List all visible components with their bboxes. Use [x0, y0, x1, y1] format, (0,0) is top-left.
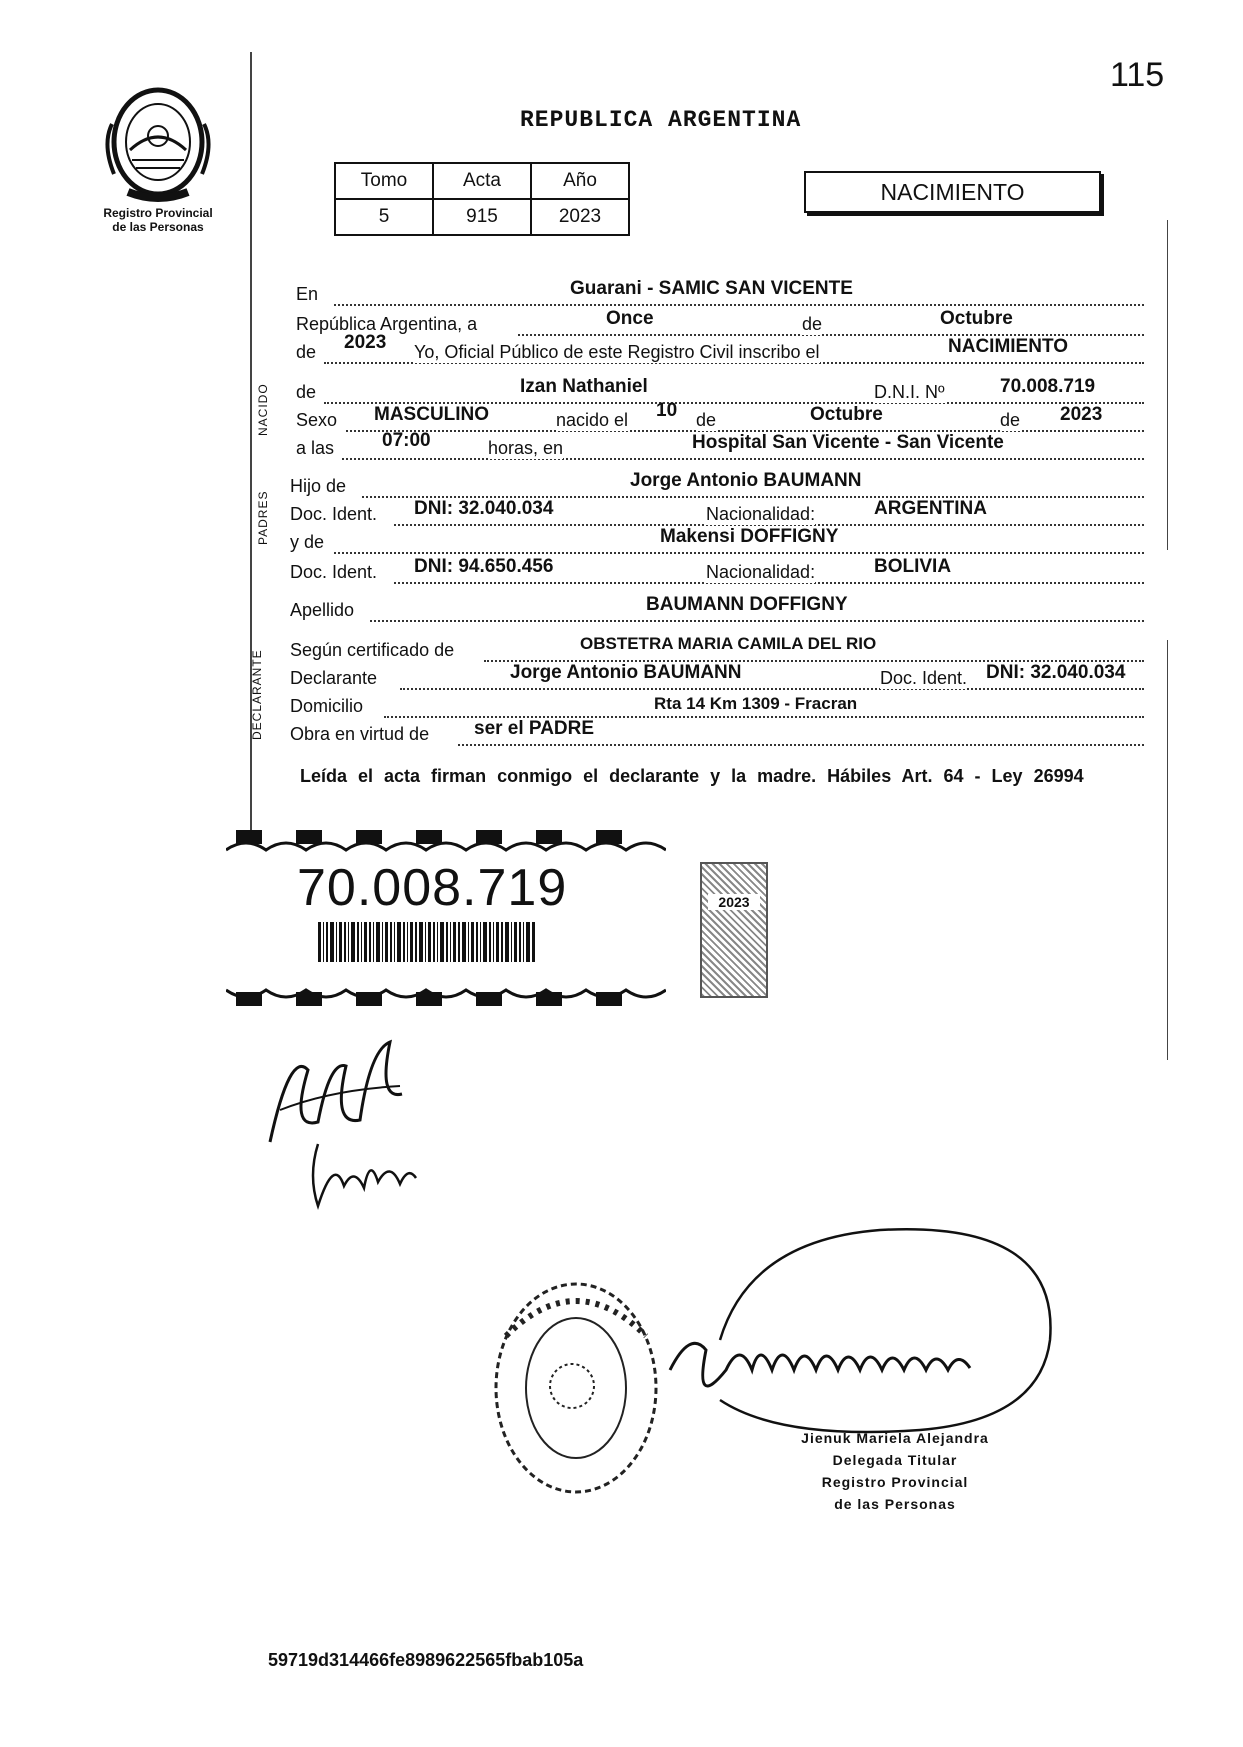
value-nac-dia: 10: [656, 400, 678, 421]
label-decl-doc: Doc. Ident.: [880, 668, 968, 688]
label-segun: Según certificado de: [290, 640, 455, 660]
label-obra: Obra en virtud de: [290, 724, 430, 744]
label-alas: a las: [296, 438, 335, 458]
value-nombre: Izan Nathaniel: [520, 376, 648, 397]
value-domicilio: Rta 14 Km 1309 - Fracran: [654, 694, 858, 713]
signature-role: Delegada Titular: [832, 1452, 958, 1468]
side-label-nacido: NACIDO: [256, 383, 270, 436]
value-padre-nac: ARGENTINA: [874, 498, 987, 519]
label-de3: de: [296, 382, 317, 402]
value-madre-nac: BOLIVIA: [874, 556, 952, 577]
value-padre-doc: DNI: 32.040.034: [414, 498, 554, 519]
id-strip-dni: 70.008.719: [297, 859, 568, 917]
form-row-obra: [290, 718, 1144, 746]
label-yde: y de: [290, 532, 325, 552]
value-apellido: BAUMANN DOFFIGNY: [646, 594, 848, 615]
table-header: Acta: [433, 163, 531, 199]
table-cell: 2023: [531, 199, 629, 235]
form-row-nombre: [296, 376, 1144, 404]
value-declarante: Jorge Antonio BAUMANN: [510, 662, 742, 683]
closing-text: Leída el acta firman conmigo el declarante y la madre. Hábiles Art. 64 - Ley 26994: [300, 766, 1084, 786]
label-en: En: [296, 284, 319, 304]
label-doc-padre: Doc. Ident.: [290, 504, 378, 524]
form-row-declarante: [290, 662, 1144, 690]
form-row-fecha: [296, 308, 1144, 336]
signature-org-1: Registro Provincial: [821, 1474, 969, 1490]
registry-caption: Registro Provincial de las Personas: [103, 206, 213, 234]
form-row-certificado: [290, 634, 1144, 662]
label-domicilio: Domicilio: [290, 696, 364, 716]
form-row-en: [296, 278, 1144, 306]
security-mark: [700, 862, 768, 998]
side-label-padres: PADRES: [256, 490, 270, 545]
signature-madre-icon: [304, 1136, 424, 1216]
value-nac-mes: Octubre: [810, 404, 883, 425]
label-de5: de: [1000, 410, 1021, 430]
form-row-padre: [290, 470, 1144, 498]
document-title: REPUBLICA ARGENTINA: [520, 107, 802, 133]
form-row-hora: [296, 432, 1144, 460]
label-hijo: Hijo de: [290, 476, 347, 496]
form-row-sexo: [296, 400, 1144, 432]
value-anio: 2023: [344, 332, 387, 353]
value-lugar: Hospital San Vicente - San Vicente: [692, 432, 1004, 453]
side-label-declarante: DECLARANTE: [250, 649, 264, 740]
form-row-domicilio: [290, 690, 1144, 718]
value-certificado: OBSTETRA MARIA CAMILA DEL RIO: [580, 634, 877, 653]
value-mes: Octubre: [940, 308, 1013, 329]
security-mark-text: 2023: [708, 894, 760, 910]
label-nac-madre: Nacionalidad:: [706, 562, 816, 582]
value-madre-doc: DNI: 94.650.456: [414, 556, 554, 577]
label-apellido: Apellido: [290, 600, 355, 620]
label-republica: República Argentina, a: [296, 314, 478, 334]
signature-name: Jienuk Mariela Alejandra: [801, 1430, 989, 1446]
table-cell: 5: [335, 199, 433, 235]
label-de4: de: [696, 410, 717, 430]
label-de: de: [802, 314, 823, 334]
document-hash: 59719d314466fe8989622565fbab105a: [268, 1650, 584, 1670]
record-type-box: NACIMIENTO: [804, 171, 1101, 213]
value-sexo: MASCULINO: [374, 404, 490, 425]
form-row-madre-doc: [290, 556, 1144, 584]
label-horas: horas, en: [488, 438, 564, 458]
form-row-padre-doc: [290, 498, 1144, 526]
form-row-inscribo: [296, 332, 1144, 364]
label-dni: D.N.I. Nº: [874, 382, 945, 402]
province-seal-icon: [98, 84, 218, 204]
value-dni: 70.008.719: [1000, 376, 1096, 397]
label-declarante: Declarante: [290, 668, 378, 688]
table-header: Año: [531, 163, 629, 199]
label-nac-padre: Nacionalidad:: [706, 504, 816, 524]
official-stamp-icon: [486, 1276, 666, 1506]
value-en: Guarani - SAMIC SAN VICENTE: [570, 278, 853, 299]
barcode-icon: [318, 922, 536, 962]
value-padre: Jorge Antonio BAUMANN: [630, 470, 862, 491]
form-row-apellido: [290, 594, 1144, 622]
value-dia: Once: [606, 308, 654, 329]
label-de2: de: [296, 342, 317, 362]
value-nac-anio: 2023: [1060, 404, 1103, 425]
record-table: [334, 162, 630, 236]
value-decl-doc: DNI: 32.040.034: [986, 662, 1126, 683]
value-obra: ser el PADRE: [474, 718, 595, 739]
value-inscribo: NACIMIENTO: [948, 336, 1068, 357]
table-header: Tomo: [335, 163, 433, 199]
value-madre: Makensi DOFFIGNY: [660, 526, 839, 547]
signature-org-2: de las Personas: [834, 1496, 956, 1512]
label-oficial: Yo, Oficial Público de este Registro Civil inscribo el: [414, 342, 820, 362]
signature-delegada-icon: [660, 1220, 1080, 1450]
form-row-madre: [290, 526, 1144, 554]
signature-block: [760, 1427, 1030, 1515]
id-strip-border: [226, 828, 666, 1008]
value-hora: 07:00: [382, 430, 431, 451]
table-cell: 915: [433, 199, 531, 235]
right-margin-rule: [1167, 220, 1168, 550]
label-nacido: nacido el: [556, 410, 629, 430]
page-number: 115: [1110, 56, 1165, 94]
label-doc-madre: Doc. Ident.: [290, 562, 378, 582]
right-margin-rule-2: [1167, 640, 1168, 1060]
label-sexo: Sexo: [296, 410, 338, 430]
